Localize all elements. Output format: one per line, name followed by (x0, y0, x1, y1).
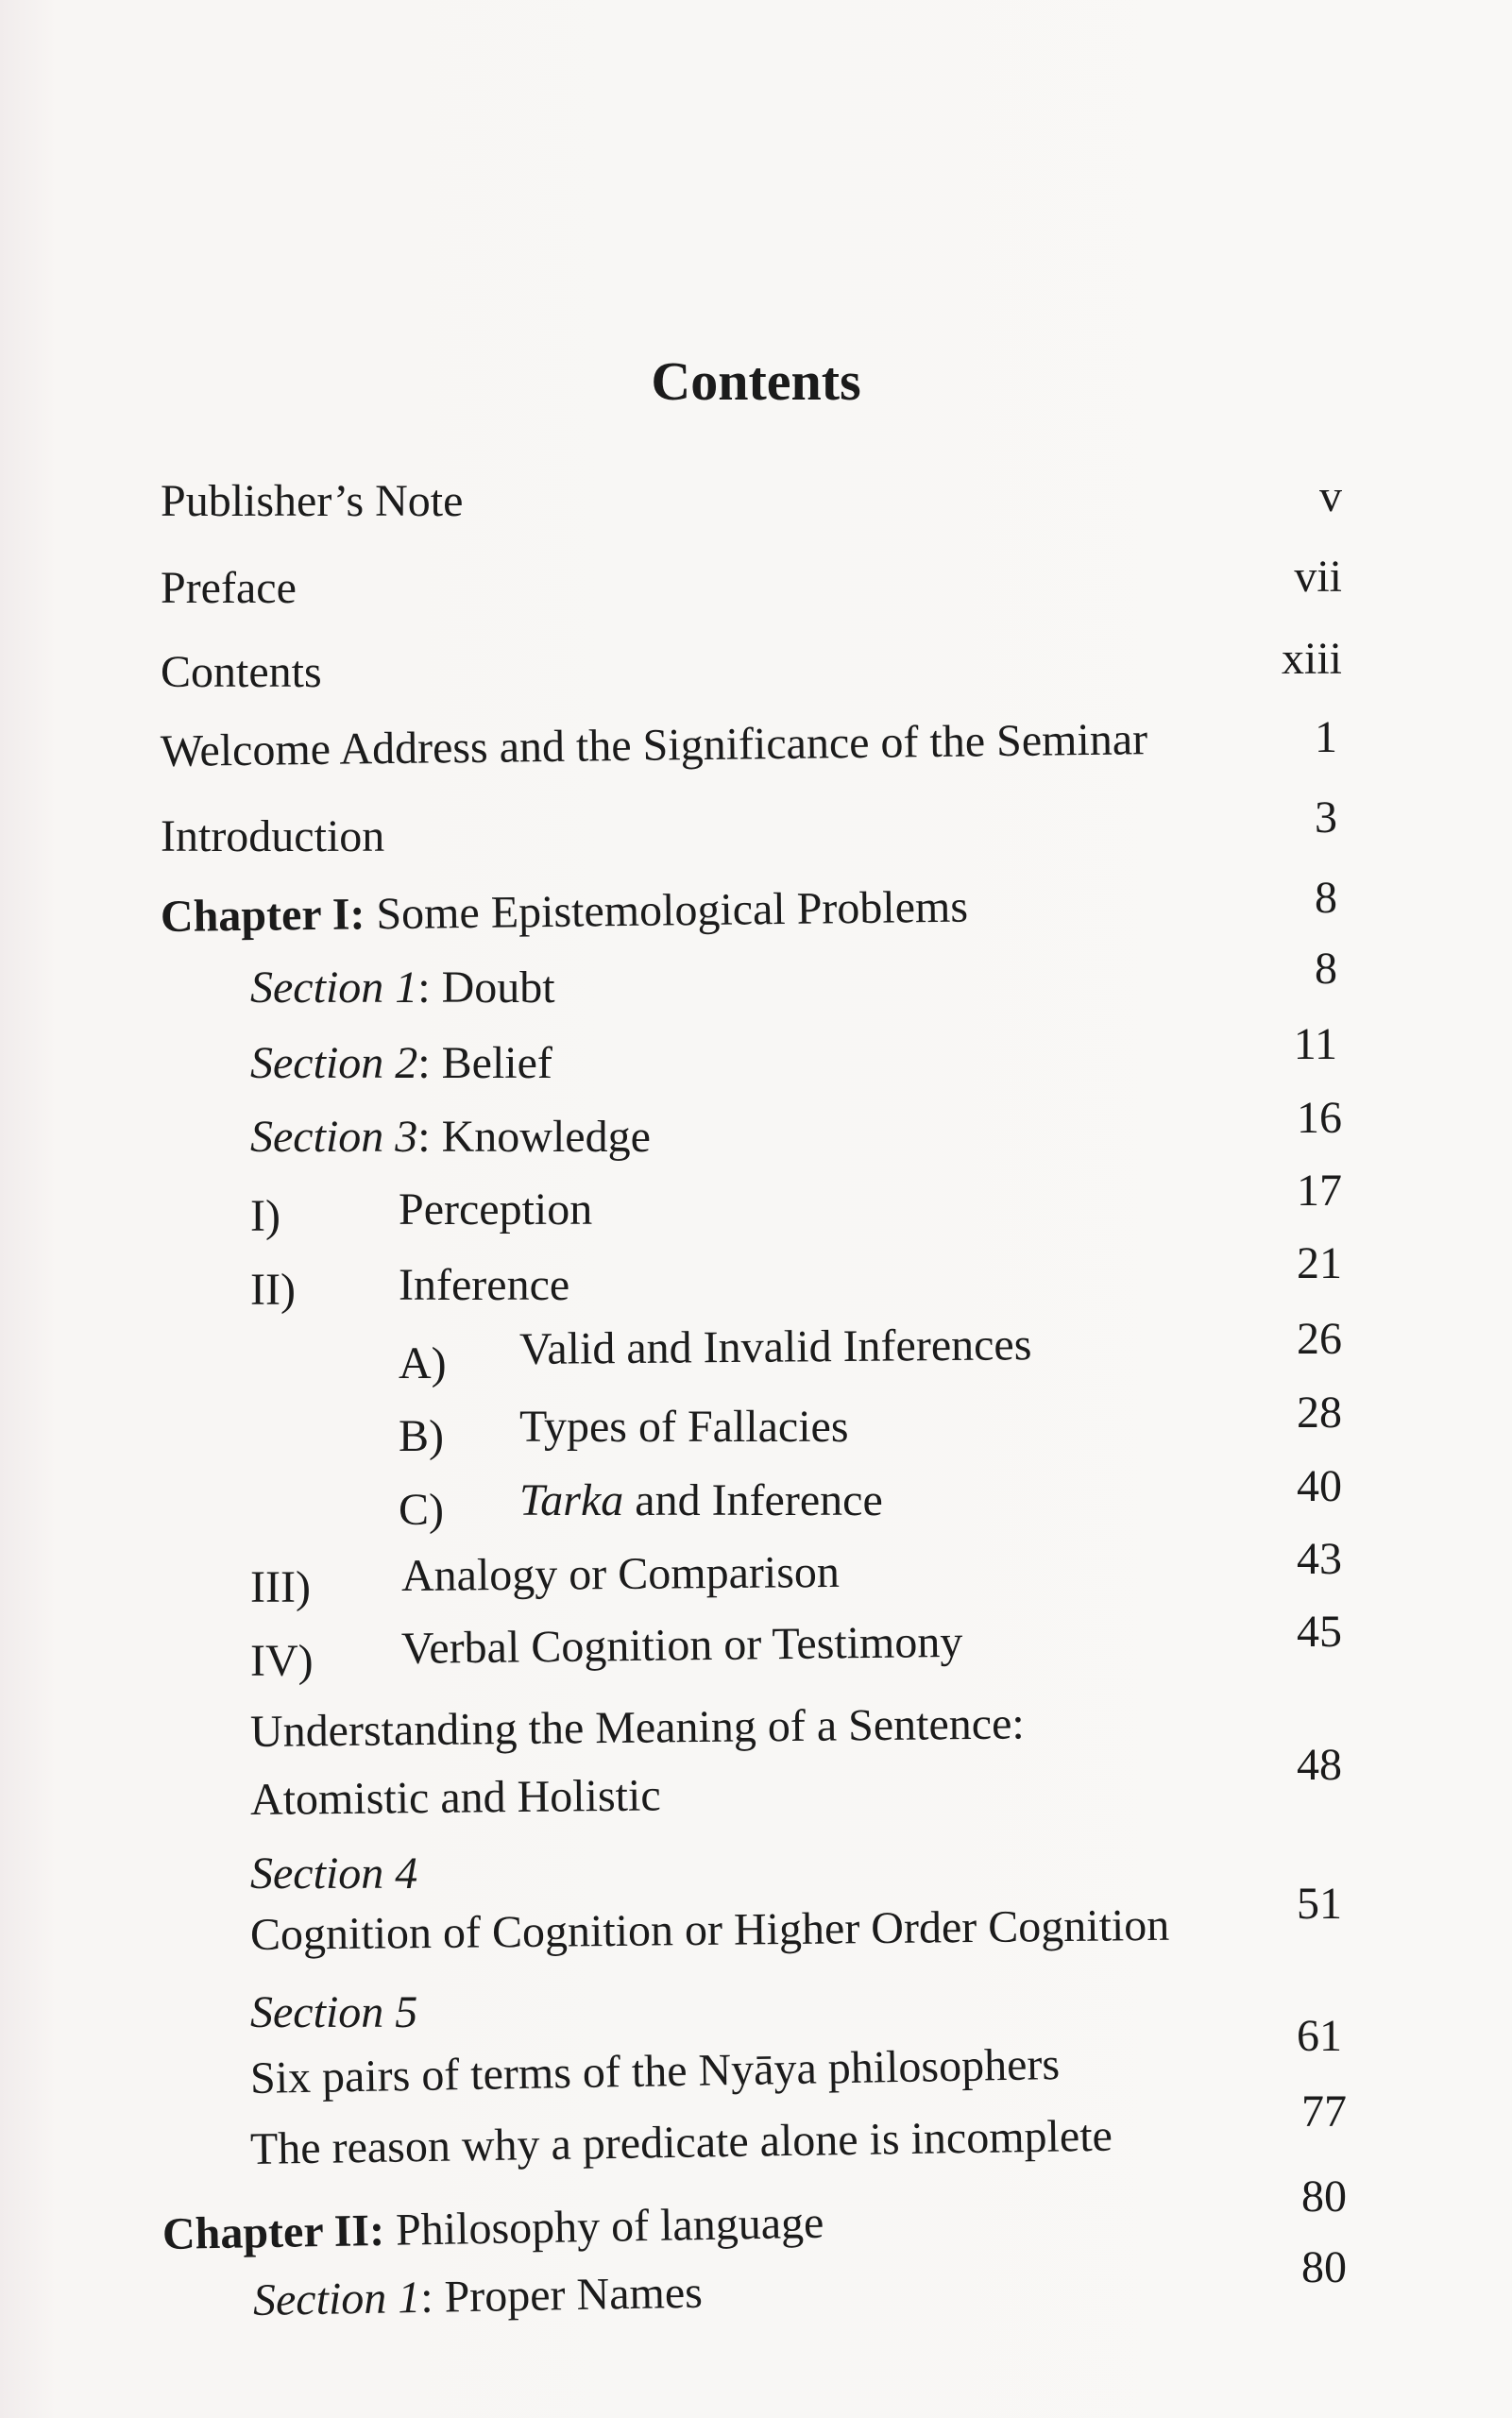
toc-entry-subsection (401, 1618, 963, 1675)
entry-text: Inference (399, 1260, 570, 1310)
toc-entry (250, 1699, 1025, 1757)
item-marker: IV) (250, 1636, 314, 1686)
entry-text: Types of Fallacies (519, 1402, 849, 1452)
page-number: 28 (1297, 1388, 1342, 1438)
entry-text: Contents (161, 647, 322, 697)
entry-text: Verbal Cognition or Testimony (400, 1616, 963, 1674)
toc-entry-section (250, 1849, 417, 1899)
toc-entry-subsection (519, 1320, 1032, 1375)
toc-entry-subsection (399, 1185, 592, 1235)
entry-text: and Inference (623, 1475, 883, 1525)
page-number: 40 (1297, 1461, 1342, 1511)
toc-entry (161, 715, 1148, 777)
toc-entry-chapter (161, 883, 969, 943)
toc-entry (161, 648, 322, 698)
page-number: 8 (1315, 944, 1337, 994)
entry-text: : Proper Names (419, 2267, 704, 2323)
toc-entry (250, 1901, 1170, 1961)
toc-entry-section (250, 1988, 417, 2038)
entry-text: Publisher’s Note (161, 476, 464, 526)
entry-italic-term: Tarka (519, 1475, 624, 1525)
toc-entry-section (253, 2269, 704, 2326)
entry-text: : Belief (417, 1038, 552, 1088)
entry-text: Six pairs of terms of the Nyāya philosophers (249, 2039, 1061, 2103)
entry-text: Valid and Invalid Inferences (518, 1320, 1032, 1374)
page-number: 80 (1301, 2242, 1347, 2292)
entry-text: Some Epistemological Problems (365, 881, 969, 940)
page-number: 77 (1301, 2086, 1347, 2137)
toc-entry-chapter (162, 2199, 824, 2260)
entry-text: Perception (399, 1184, 593, 1235)
entry-text: Understanding the Meaning of a Sentence: (249, 1698, 1025, 1757)
page-title: Contents (651, 350, 861, 412)
page-number: 16 (1297, 1093, 1342, 1143)
entry-text-continued: Atomistic and Holistic (249, 1770, 661, 1825)
entry-text: Introduction (161, 811, 385, 861)
page-number: 45 (1297, 1607, 1342, 1657)
section-label: Section 1 (250, 962, 418, 1013)
section-label: Section 3 (250, 1112, 418, 1162)
toc-entry-continuation (250, 1771, 661, 1825)
section-label: Section 2 (250, 1038, 418, 1088)
item-marker: III) (250, 1562, 311, 1612)
page-number: 8 (1315, 873, 1337, 923)
toc-entry-subsection (399, 1261, 569, 1311)
page-number: 26 (1297, 1314, 1342, 1364)
toc-entry (161, 564, 297, 614)
section-label: Section 5 (250, 1987, 418, 2037)
entry-text: Welcome Address and the Significance of the Seminar (160, 714, 1148, 776)
page-number: 11 (1293, 1019, 1337, 1069)
item-marker: II) (250, 1265, 296, 1315)
entry-text: The reason why a predicate alone is incomplete (249, 2110, 1113, 2174)
entry-text: Cognition of Cognition or Higher Order Cognition (249, 1899, 1170, 1960)
page-number: 43 (1297, 1534, 1342, 1584)
page-number: 61 (1297, 2011, 1342, 2061)
entry-text: Analogy or Comparison (400, 1546, 841, 1601)
page-number: 80 (1301, 2171, 1347, 2222)
page-number: 3 (1315, 792, 1337, 843)
toc-entry-section (250, 963, 555, 1013)
toc-entry-subsection (401, 1548, 840, 1602)
page-number: 48 (1297, 1740, 1342, 1790)
toc-entry-subsection (519, 1476, 883, 1526)
entry-text: : Knowledge (417, 1112, 651, 1162)
section-label: Section 4 (250, 1848, 418, 1899)
toc-entry (161, 477, 463, 527)
entry-text: : Doubt (417, 962, 555, 1013)
chapter-label: Chapter I: (160, 889, 365, 942)
toc-entry (250, 2112, 1113, 2175)
page-number: 17 (1297, 1166, 1342, 1216)
toc-entry (250, 2040, 1061, 2104)
item-marker: A) (399, 1338, 447, 1388)
item-marker: B) (399, 1411, 444, 1461)
toc-entry (161, 812, 384, 862)
toc-entry-section (250, 1039, 552, 1089)
item-marker: C) (399, 1485, 444, 1535)
toc-entry-subsection (519, 1403, 849, 1453)
page-number: 1 (1315, 712, 1337, 762)
page-number: v (1319, 471, 1342, 521)
entry-text: Preface (161, 563, 297, 613)
section-label: Section 1 (252, 2272, 421, 2325)
toc-entry-section (250, 1113, 651, 1163)
entry-text: Philosophy of language (383, 2197, 824, 2256)
page-number: vii (1294, 552, 1342, 602)
page-number: 51 (1297, 1879, 1342, 1929)
chapter-label: Chapter II: (161, 2205, 385, 2259)
item-marker: I) (250, 1191, 280, 1241)
page-number: xiii (1281, 634, 1342, 684)
page-number: 21 (1297, 1238, 1342, 1288)
